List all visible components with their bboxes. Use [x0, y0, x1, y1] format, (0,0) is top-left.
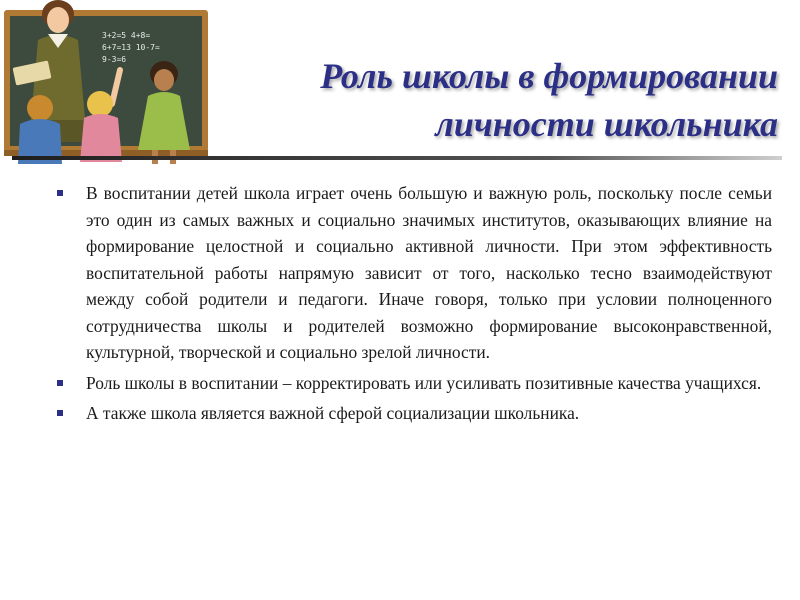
- bullet-marker-icon: [57, 380, 63, 386]
- bullet-text: В воспитании детей школа играет очень большую и важную роль, поскольку после семьи это один из самых важных и социально значимых институтов, оказывающих влияние на формирование целостной и социально активной личности. При этом эффективность воспитательной работы напрямую зависит от того, насколько тесно взаимодействуют между собой родители и педагоги. Иначе говоря, только при условии полноценного сотрудничества школы и родителей возможно формирование высоконравственной, культурной, творческой и социально зрелой личности.: [86, 183, 772, 362]
- bullet-text: Роль школы в воспитании – корректировать или усиливать позитивные качества учащихся.: [86, 372, 762, 393]
- teacher-classroom-illustration: [0, 0, 210, 170]
- title-line-2: личности школьника: [435, 104, 778, 144]
- board-line-3: 9-3=6: [102, 55, 127, 64]
- board-line-1: 3+2=5 4+8=: [102, 31, 151, 40]
- bullet-text: А также школа является важной сферой социализации школьника.: [86, 403, 580, 423]
- title-line-1: Роль школы в формировании: [320, 56, 778, 96]
- bullet-item: [56, 370, 772, 397]
- slide-body: [56, 180, 772, 431]
- bullet-item: [56, 400, 772, 427]
- board-line-2: 6+7=13 10-7=: [102, 43, 160, 52]
- bullet-marker-icon: [57, 190, 63, 196]
- title-divider: [12, 156, 782, 160]
- bullet-item: [56, 180, 772, 366]
- bullet-marker-icon: [57, 410, 63, 416]
- slide-title: [230, 52, 778, 148]
